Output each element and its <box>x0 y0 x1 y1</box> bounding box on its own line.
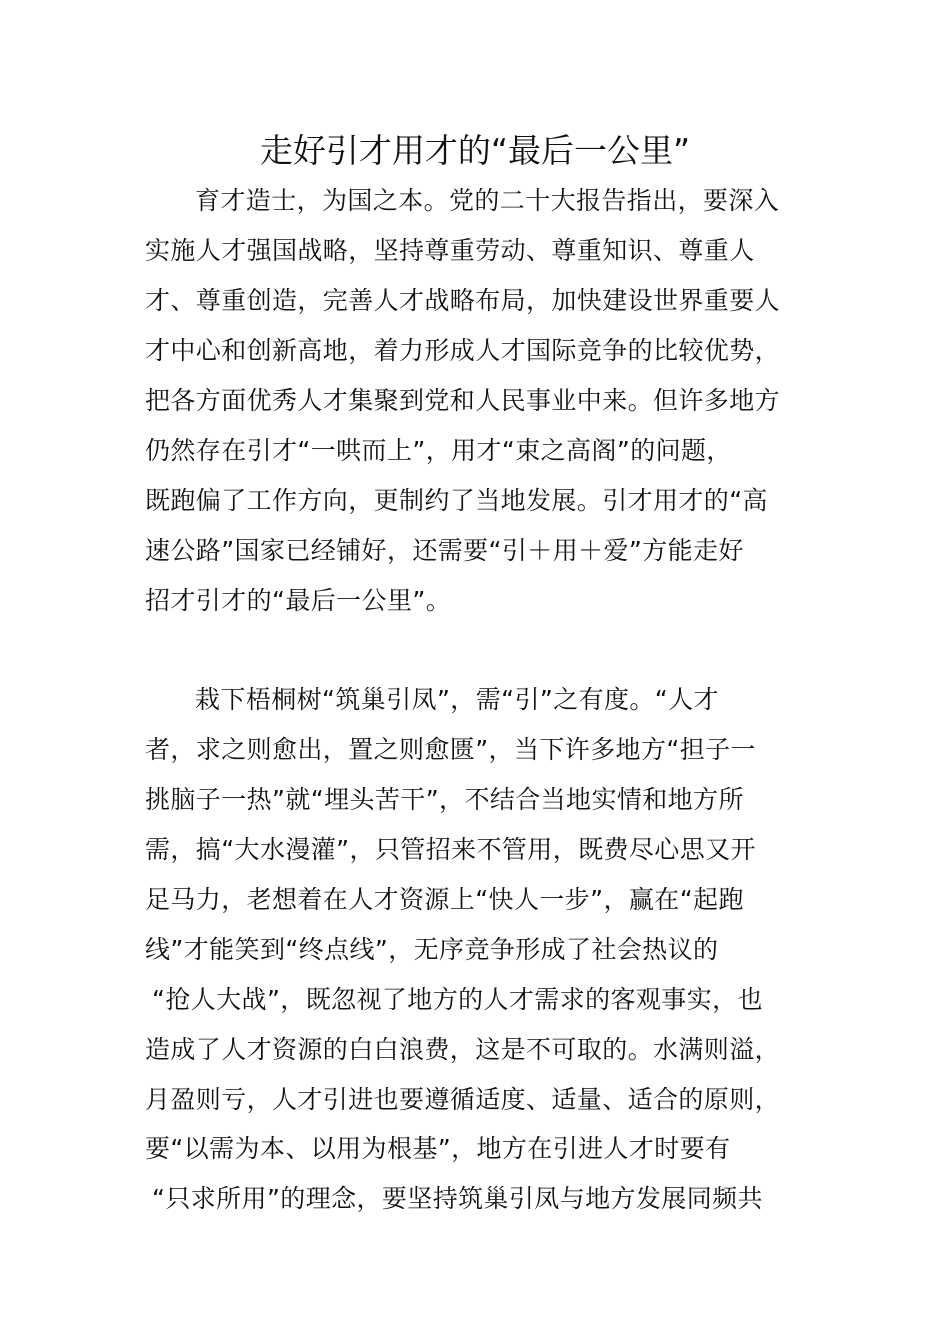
text-line: 实施人才强国战略，坚持尊重劳动、尊重知识、尊重人 <box>145 236 755 265</box>
text-line: 者，求之则愈出，置之则愈匮”，当下许多地方“担子一 <box>145 735 756 764</box>
text-line: 月盈则亏，人才引进也要遵循适度、适量、适合的原则， <box>145 1085 781 1114</box>
text-line: 需，搞“大水漫灌”，只管招来不管用，既费尽心思又开 <box>145 835 756 864</box>
text-line: 要“以需为本、以用为根基”，地方在引进人才时要有 <box>145 1134 731 1163</box>
text-line: 才、尊重创造，完善人才战略布局，加快建设世界重要人 <box>145 286 781 315</box>
text-line: 既跑偏了工作方向，更制约了当地发展。引才用才的“高 <box>145 486 768 515</box>
text-line: 线”才能笑到“终点线”，无序竞争形成了社会热议的 <box>145 935 719 964</box>
text-line: 造成了人才资源的白白浪费，这是不可取的。水满则溢， <box>145 1035 781 1064</box>
text-line: “抢人大战”，既忽视了地方的人才需求的客观事实，也 <box>152 985 763 1014</box>
text-line: 招才引才的“最后一公里”。 <box>145 586 452 615</box>
text-line: 育才造士，为国之本。党的二十大报告指出，要深入 <box>195 186 780 215</box>
text-line: 挑脑子一热”就“埋头苦干”，不结合当地实情和地方所 <box>145 785 744 814</box>
text-line: 足马力，老想着在人才资源上“快人一步”，赢在“起跑 <box>145 885 744 914</box>
document-title: 走好引才用才的“最后一公里” <box>259 131 691 170</box>
text-line: 栽下梧桐树“筑巢引凤”，需“引”之有度。“人才 <box>195 685 719 714</box>
text-line: 速公路”国家已经铺好，还需要“引＋用＋爱”方能走好 <box>145 536 744 565</box>
text-line: 把各方面优秀人才集聚到党和人民事业中来。但许多地方 <box>145 386 781 415</box>
text-line: 才中心和创新高地，着力形成人才国际竞争的比较优势， <box>145 336 781 365</box>
text-line: “只求所用”的理念，要坚持筑巢引凤与地方发展同频共 <box>152 1184 763 1213</box>
text-line: 仍然存在引才“一哄而上”，用才“束之高阁”的问题， <box>145 436 732 465</box>
